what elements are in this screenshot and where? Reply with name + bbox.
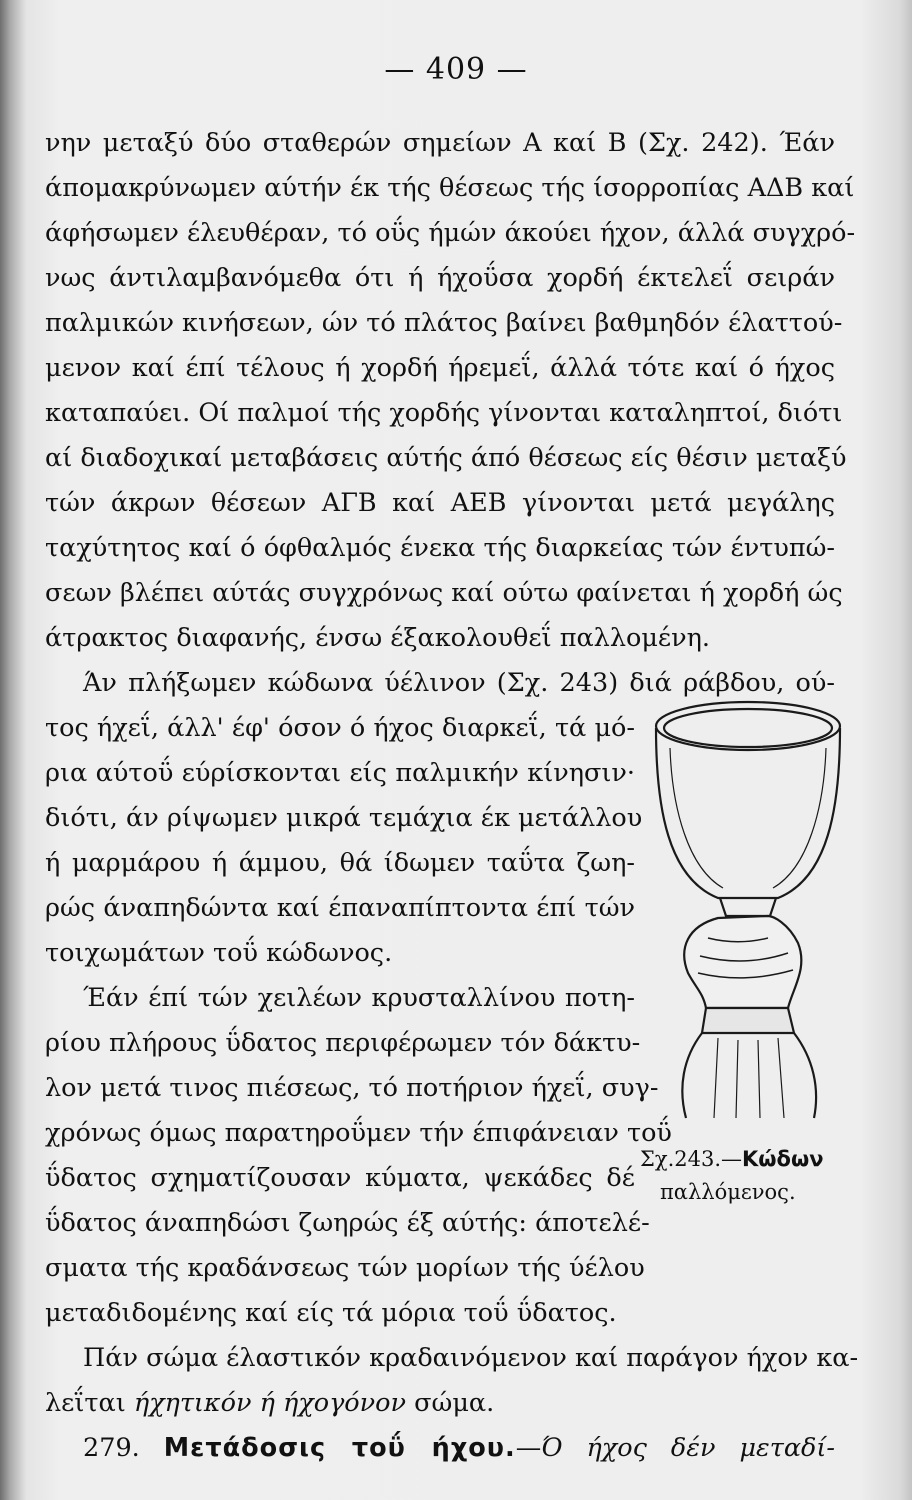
text-line: ρια αύτοΰ εύρίσκονται είς παλμικήν κίνησιν· [45,758,635,788]
text-segment: λεΐται [45,1388,134,1418]
text-line: τοιχωμάτων τοΰ κώδωνος. [45,938,393,968]
bell-body [656,728,840,898]
text-line: άφήσωμεν έλευθέραν, τό οΰς ήμών άκούει ήχον, άλλά συγχρό- [45,218,856,248]
text-line: ΰδατος σχηματίζουσαν κύματα, ψεκάδες δέ [45,1163,635,1193]
section-title: Μετάδοσις τοΰ ήχου. [163,1433,516,1463]
text-line: τος ήχεΐ, άλλ' έφ' όσον ό ήχος διαρκεΐ, τά μό- [45,713,635,743]
bell-neck [720,898,776,916]
caption-line2: παλλόμενος. [660,1180,796,1204]
bell-rim-inner [664,709,832,747]
italic-term: ήχητικόν ή ήχογόνον [133,1388,407,1418]
paragraph-start: Άν πλήξωμεν κώδωνα ύέλινον (Σχ. 243) διά ράβδου, ού- [83,668,835,698]
section-number: 279. [83,1433,140,1463]
text-line: νην μεταξύ δύο σταθερών σημείων Α καί Β (Σχ. 242). Έάν [45,128,835,158]
text-segment: σώμα. [406,1388,495,1418]
text-line: ΰδατος άναπηδώσι ζωηρώς έξ αύτής: άποτελέ- [45,1208,650,1238]
text-line: ταχύτητος καί ό όφθαλμός ένεκα τής διαρκείας τών έντυπώ- [45,533,835,563]
sleeve [682,1033,816,1118]
dash: — [515,1433,542,1463]
text-line: λον μετά τινος πιέσεως, τό ποτήριον ήχεΐ, συγ- [45,1073,659,1103]
sleeve-cuff [702,1008,794,1033]
text-line: ή μαρμάρου ή άμμου, θά ίδωμεν ταΰτα ζωη- [45,848,635,878]
text-line: χρόνως όμως παρατηροΰμεν τήν έπιφάνειαν τοΰ [45,1118,672,1148]
text-line: ρώς άναπηδώντα καί έπαναπίπτοντα έπί τών [45,893,635,923]
text-line: καταπαύει. Οί παλμοί τής χορδής γίνονται καταληπτοί, διότι [45,398,843,428]
text-line: σματα τής κραδάνσεως τών μορίων τής ύέλου [45,1253,645,1283]
text-line: άτρακτος διαφανής, ένσω έξακολουθεΐ παλλομένη. [45,623,711,653]
figure-caption [640,1143,860,1209]
text-line: σεων βλέπει αύτάς συγχρόνως καί ούτω φαίνεται ή χορδή ώς [45,578,843,608]
hand [684,916,801,1008]
text-line: μεταδιδομένης καί είς τά μόρια τοΰ ΰδατος. [45,1298,617,1328]
text-line: άπομακρύνωμεν αύτήν έκ τής θέσεως τής ίσορροπίας ΑΔΒ καί [45,173,855,203]
text-line [45,1388,835,1418]
text-line: νως άντιλαμβανόμεθα ότι ή ήχοΰσα χορδή έκτελεΐ σειράν [45,263,835,293]
text-line: ρίου πλήρους ΰδατος περιφέρωμεν τόν δάκτυ- [45,1028,641,1058]
page-number: — 409 — [384,52,528,87]
glass-bell-figure [648,688,848,1128]
caption-title: Κώδων [742,1147,824,1171]
text-line: τών άκρων θέσεων ΑΓΒ καί ΑΕΒ γίνονται μετά μεγάλης [45,488,835,518]
text-line: αί διαδοχικαί μεταβάσεις αύτής άπό θέσεως είς θέσιν μεταξύ [45,443,847,473]
paragraph-start: Πάν σώμα έλαστικόν κραδαινόμενον καί παράγον ήχον κα- [83,1343,859,1373]
caption-ref: Σχ.243.— [640,1147,743,1171]
text-line: παλμικών κινήσεων, ών τό πλάτος βαίνει βαθμηδόν έλαττού- [45,308,843,338]
section-heading-line [45,1433,835,1463]
italic-text: Ό ήχος δέν μεταδί- [541,1433,836,1463]
text-line: μενον καί έπί τέλους ή χορδή ήρεμεΐ, άλλά τότε καί ό ήχος [45,353,835,383]
paragraph-start: Έάν έπί τών χειλέων κρυσταλλίνου ποτη- [83,983,635,1013]
text-line: διότι, άν ρίψωμεν μικρά τεμάχια έκ μετάλλου [45,803,643,833]
